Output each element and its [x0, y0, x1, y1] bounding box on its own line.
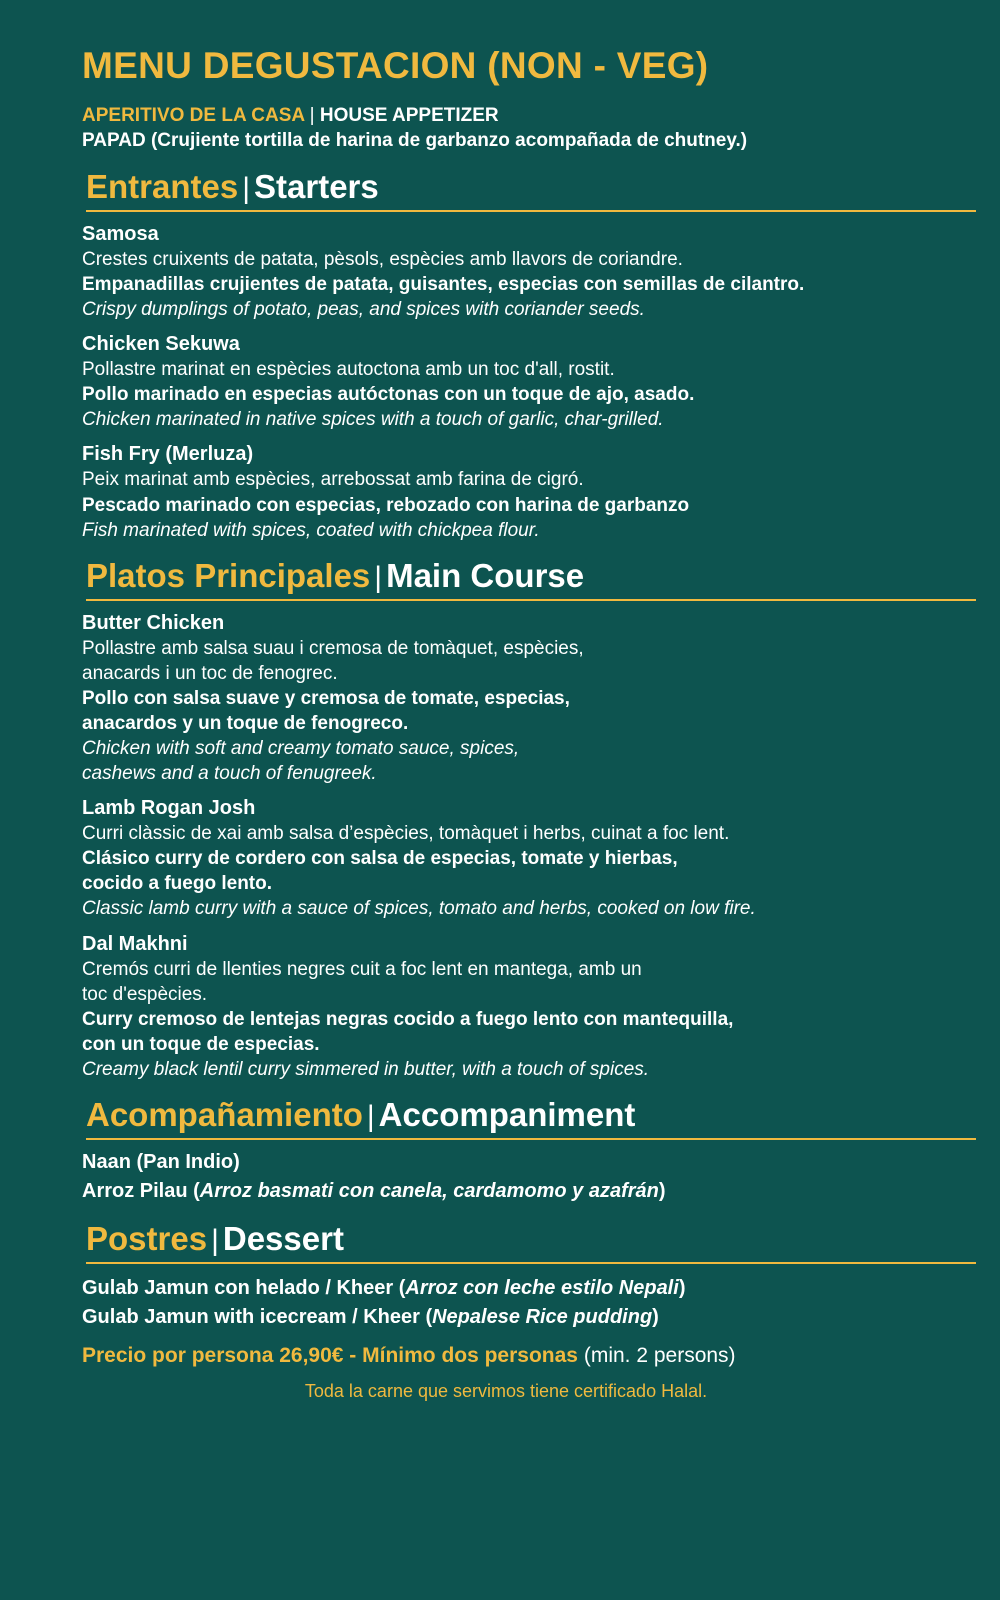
accompaniment-name: Arroz Pilau ( [82, 1179, 200, 1202]
accompaniment-name: Naan (Pan Indio) [82, 1150, 240, 1173]
section-title-en: Dessert [222, 1219, 344, 1257]
appetizer-description: PAPAD (Crujiente tortilla de harina de garbanzo acompañada de chutney.) [82, 130, 748, 152]
dessert-note: Nepalese Rice pudding [432, 1305, 653, 1328]
accompaniment-tail: ) [658, 1179, 666, 1202]
dish-description-en [82, 736, 970, 786]
dish-item [82, 786, 970, 921]
dish-line: Clásico curry de cordero con salsa de especias, tomate y hierbas, [82, 848, 678, 870]
dish-item [82, 922, 970, 1082]
dish-name: Butter Chicken [82, 611, 225, 634]
dish-description-en [82, 896, 970, 921]
dish-line: Pollo con salsa suave y cremosa de tomate, especias, [82, 687, 570, 709]
dish-description-en [82, 518, 970, 543]
appetizer-label-en: HOUSE APPETIZER [319, 104, 499, 126]
dish-line: con un toque de especias. [82, 1033, 320, 1055]
dish-description-ca [82, 636, 970, 686]
section-title-es: Platos Principales [86, 556, 371, 594]
dish-name: Samosa [82, 223, 159, 246]
dish-name: Fish Fry (Merluza) [82, 443, 254, 466]
section-title-es: Entrantes [86, 168, 239, 206]
dish-description-es [82, 272, 970, 297]
dish-item [82, 212, 970, 322]
dish-line: toc d'espècies. [82, 983, 208, 1005]
section-header-dessert [86, 1220, 976, 1264]
dish-description-es [82, 493, 970, 518]
dessert-tail: ) [652, 1305, 659, 1328]
list-item [82, 1177, 970, 1206]
halal-note: Toda la carne que servimos tiene certificado Halal. [304, 1381, 708, 1402]
dish-line: Pollo marinado en especias autóctonas con un toque de ajo, asado. [82, 384, 695, 406]
dish-line: anacardos y un toque de fenogreco. [82, 712, 409, 734]
dish-line: Classic lamb curry with a sauce of spices, tomato and herbs, cooked on low fire. [82, 898, 756, 920]
dessert-note: Arroz con leche estilo Nepali [405, 1276, 679, 1299]
dish-line: Fish marinated with spices, coated with chickpea flour. [82, 519, 540, 541]
dish-line: Empanadillas crujientes de patata, guisantes, especias con semillas de cilantro. [82, 274, 805, 296]
dessert-name: Gulab Jamun with icecream / Kheer ( [82, 1305, 433, 1328]
dish-description-en [82, 1057, 970, 1082]
dish-line: Creamy black lentil curry simmered in butter, with a touch of spices. [82, 1058, 650, 1080]
accompaniment-list [82, 1140, 970, 1206]
section-header-starters [86, 168, 976, 212]
section-separator: | [211, 1223, 219, 1257]
dish-line: anacards i un toc de fenogrec. [82, 662, 338, 684]
dish-description-es [82, 1007, 970, 1057]
dish-item [82, 322, 970, 432]
dish-line: Chicken with soft and creamy tomato sauce, spices, [82, 738, 520, 760]
dish-line: Crispy dumplings of potato, peas, and spices with coriander seeds. [82, 299, 645, 321]
dish-item [82, 432, 970, 542]
dish-line: Curri clàssic de xai amb salsa d’espècies, tomàquet i herbs, cuinat a foc lent. [82, 823, 730, 845]
appetizer-label-es: APERITIVO DE LA CASA [82, 104, 305, 126]
price-line [82, 1342, 970, 1369]
dish-description-ca [82, 821, 970, 846]
dish-description-ca [82, 467, 970, 492]
section-separator: | [242, 172, 251, 206]
accompaniment-note: Arroz basmati con canela, cardamomo y azafrán [199, 1179, 659, 1202]
section-separator: | [366, 1099, 375, 1133]
dish-description-en [82, 407, 970, 432]
list-item [82, 1303, 970, 1332]
section-header-accompaniment [86, 1096, 976, 1140]
section-title-en: Starters [254, 168, 379, 206]
dessert-list [82, 1264, 970, 1332]
appetizer-separator: | [309, 104, 315, 126]
dish-name: Chicken Sekuwa [82, 333, 240, 356]
house-appetizer-heading [82, 103, 970, 129]
dish-line: Chicken marinated in native spices with a touch of garlic, char-grilled. [82, 409, 664, 431]
price-text-es: Precio por persona 26,90€ - Mínimo dos personas [82, 1343, 578, 1367]
price-text-en: (min. 2 persons) [583, 1343, 736, 1367]
dish-description-ca [82, 357, 970, 382]
dish-description-es [82, 382, 970, 407]
dish-item [82, 601, 970, 786]
dish-line: Pescado marinado con especias, rebozado con harina de garbanzo [82, 494, 690, 516]
section-title-es: Postres [86, 1219, 208, 1257]
dish-line: Peix marinat amb espècies, arrebossat amb farina de cigró. [82, 469, 584, 491]
dish-line: Pollastre amb salsa suau i cremosa de tomàquet, espècies, [82, 637, 584, 659]
section-title-es: Acompañamiento [86, 1095, 363, 1133]
section-title-en: Accompaniment [378, 1095, 636, 1133]
list-item [82, 1274, 970, 1303]
dish-line: Cremós curri de llenties negres cuit a foc lent en mantega, amb un [82, 958, 642, 980]
section-separator: | [374, 560, 383, 594]
section-header-main-course [86, 557, 976, 601]
dish-line: Crestes cruixents de patata, pèsols, espècies amb llavors de coriandre. [82, 249, 683, 271]
dish-description-es [82, 846, 970, 896]
dish-line: cocido a fuego lento. [82, 873, 273, 895]
dish-name: Dal Makhni [82, 932, 188, 955]
dish-line: Curry cremoso de lentejas negras cocido a fuego lento con mantequilla, [82, 1008, 734, 1030]
list-item [82, 1148, 970, 1177]
dish-line: Pollastre marinat en espècies autoctona amb un toc d'all, rostit. [82, 359, 615, 381]
section-title-en: Main Course [386, 556, 585, 594]
dessert-tail: ) [678, 1276, 686, 1299]
dish-description-en [82, 297, 970, 322]
page-title: MENU DEGUSTACION (NON - VEG) [82, 45, 709, 86]
dish-description-es [82, 686, 970, 736]
dish-description-ca [82, 957, 970, 1007]
dish-line: cashews and a touch of fenugreek. [82, 763, 377, 785]
dessert-name: Gulab Jamun con helado / Kheer ( [82, 1276, 406, 1299]
dish-name: Lamb Rogan Josh [82, 797, 256, 820]
dish-description-ca [82, 247, 970, 272]
